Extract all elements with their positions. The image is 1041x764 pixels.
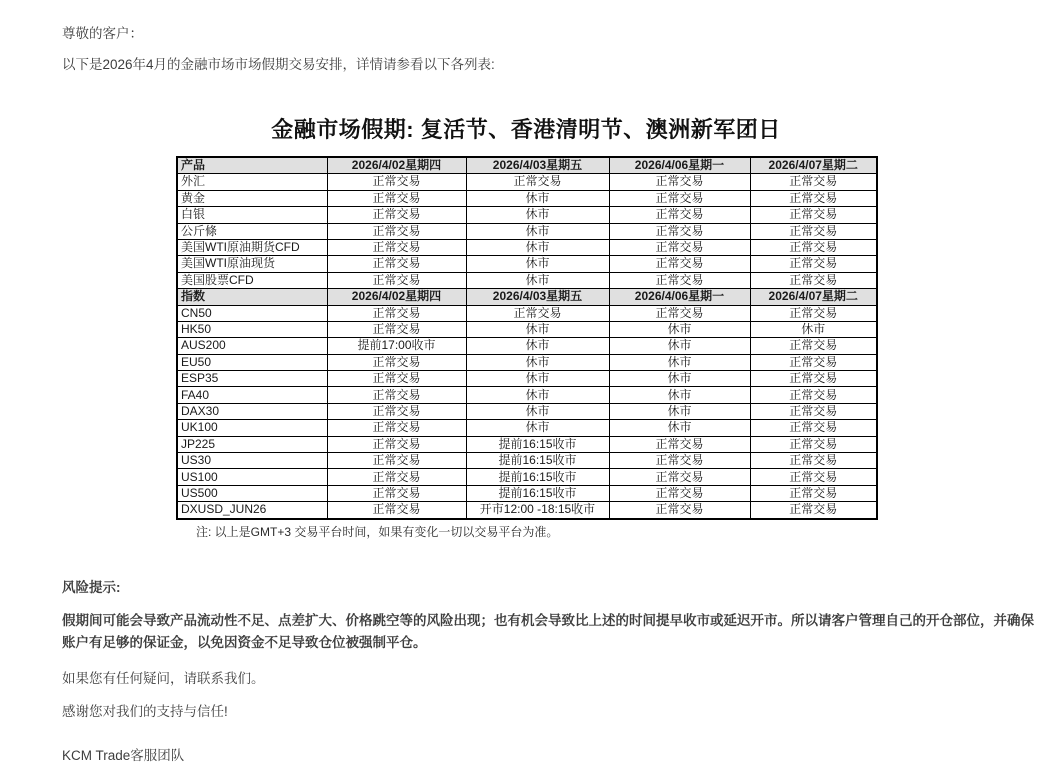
table-row — [177, 256, 877, 272]
table-row — [177, 436, 877, 452]
holiday-schedule-table — [176, 156, 878, 520]
holiday-table-section — [176, 113, 876, 540]
table-row — [177, 354, 877, 370]
status-cell: 正常交易 — [327, 403, 466, 419]
status-cell: 正常交易 — [327, 207, 466, 223]
product-cell: JP225 — [177, 436, 327, 452]
table-header-cell: 2026/4/02星期四 — [327, 289, 466, 305]
product-cell: 公斤條 — [177, 223, 327, 239]
status-cell: 正常交易 — [609, 453, 750, 469]
status-cell: 开市12:00 -18:15收市 — [466, 502, 609, 519]
page-title: 金融市场假期: 复活节、香港清明节、澳洲新军团日 — [271, 117, 781, 142]
status-cell: 休市 — [609, 387, 750, 403]
product-cell: EU50 — [177, 354, 327, 370]
status-cell: 正常交易 — [327, 387, 466, 403]
table-header-cell: 2026/4/06星期一 — [609, 157, 750, 174]
table-header-cell: 2026/4/02星期四 — [327, 157, 466, 174]
status-cell: 正常交易 — [327, 174, 466, 190]
status-cell: 正常交易 — [750, 338, 877, 354]
risk-warning-body: 假期间可能会导致产品流动性不足、点差扩大、价格跳空等的风险出现；也有机会导致比上述的时间提早收市或延迟开市。所以请客户管理自己的开仓部位，并确保账户有足够的保证金，以免因资金不足导致仓位被强制平仓。 — [62, 612, 1034, 650]
product-cell: 美国WTI原油现货 — [177, 256, 327, 272]
status-cell: 休市 — [609, 403, 750, 419]
status-cell: 正常交易 — [327, 420, 466, 436]
status-cell: 休市 — [466, 338, 609, 354]
status-cell: 休市 — [609, 338, 750, 354]
table-header-cell: 2026/4/07星期二 — [750, 157, 877, 174]
status-cell: 正常交易 — [327, 305, 466, 321]
table-header-row — [177, 289, 877, 305]
status-cell: 正常交易 — [327, 371, 466, 387]
status-cell: 正常交易 — [750, 272, 877, 288]
status-cell: 提前16:15收市 — [466, 453, 609, 469]
product-cell: HK50 — [177, 321, 327, 337]
table-row — [177, 420, 877, 436]
status-cell: 正常交易 — [750, 174, 877, 190]
table-row — [177, 371, 877, 387]
status-cell: 正常交易 — [327, 354, 466, 370]
product-cell: ESP35 — [177, 371, 327, 387]
status-cell: 正常交易 — [327, 502, 466, 519]
greeting-line: 尊敬的客户： — [62, 26, 143, 41]
status-cell: 提前16:15收市 — [466, 469, 609, 485]
status-cell: 正常交易 — [327, 485, 466, 501]
status-cell: 正常交易 — [609, 485, 750, 501]
status-cell: 正常交易 — [609, 223, 750, 239]
table-row — [177, 403, 877, 419]
product-cell: 美国股票CFD — [177, 272, 327, 288]
status-cell: 正常交易 — [750, 485, 877, 501]
status-cell: 休市 — [466, 403, 609, 419]
status-cell: 正常交易 — [327, 190, 466, 206]
status-cell: 休市 — [466, 321, 609, 337]
table-row — [177, 502, 877, 519]
product-cell: US30 — [177, 453, 327, 469]
status-cell: 正常交易 — [750, 453, 877, 469]
table-row — [177, 338, 877, 354]
status-cell: 正常交易 — [327, 272, 466, 288]
status-cell: 正常交易 — [750, 436, 877, 452]
status-cell: 正常交易 — [327, 436, 466, 452]
status-cell: 正常交易 — [609, 305, 750, 321]
thanks-line: 感谢您对我们的支持与信任! — [62, 703, 228, 719]
contact-line: 如果您有任何疑问，请联系我们。 — [62, 670, 265, 686]
table-header-cell: 产品 — [177, 157, 327, 174]
status-cell: 休市 — [466, 256, 609, 272]
status-cell: 正常交易 — [327, 469, 466, 485]
status-cell: 正常交易 — [750, 354, 877, 370]
table-row — [177, 272, 877, 288]
product-cell: 美国WTI原油期货CFD — [177, 239, 327, 255]
status-cell: 正常交易 — [609, 272, 750, 288]
table-header-cell: 指数 — [177, 289, 327, 305]
status-cell: 正常交易 — [750, 403, 877, 419]
product-cell: 外汇 — [177, 174, 327, 190]
status-cell: 正常交易 — [750, 239, 877, 255]
status-cell: 休市 — [466, 207, 609, 223]
table-row — [177, 223, 877, 239]
status-cell: 正常交易 — [466, 305, 609, 321]
product-cell: UK100 — [177, 420, 327, 436]
status-cell: 正常交易 — [750, 207, 877, 223]
status-cell: 休市 — [466, 354, 609, 370]
status-cell: 正常交易 — [327, 321, 466, 337]
signature-line: KCM Trade客服团队 — [62, 747, 185, 763]
status-cell: 正常交易 — [609, 436, 750, 452]
status-cell: 正常交易 — [327, 223, 466, 239]
table-row — [177, 485, 877, 501]
status-cell: 休市 — [466, 239, 609, 255]
product-cell: US500 — [177, 485, 327, 501]
intro-line: 以下是2026年4月的金融市场市场假期交易安排，详情请参看以下各列表: — [62, 57, 495, 72]
status-cell: 提前16:15收市 — [466, 436, 609, 452]
table-row — [177, 305, 877, 321]
status-cell: 正常交易 — [750, 305, 877, 321]
status-cell: 休市 — [466, 272, 609, 288]
table-header-row — [177, 157, 877, 174]
status-cell: 休市 — [466, 190, 609, 206]
table-header-cell: 2026/4/03星期五 — [466, 157, 609, 174]
product-cell: 白银 — [177, 207, 327, 223]
product-cell: 黄金 — [177, 190, 327, 206]
product-cell: DXUSD_JUN26 — [177, 502, 327, 519]
table-row — [177, 207, 877, 223]
status-cell: 正常交易 — [750, 256, 877, 272]
status-cell: 正常交易 — [327, 239, 466, 255]
status-cell: 休市 — [609, 321, 750, 337]
status-cell: 休市 — [609, 371, 750, 387]
status-cell: 正常交易 — [609, 239, 750, 255]
status-cell: 正常交易 — [750, 223, 877, 239]
table-header-cell: 2026/4/07星期二 — [750, 289, 877, 305]
table-row — [177, 239, 877, 255]
status-cell: 正常交易 — [466, 174, 609, 190]
status-cell: 休市 — [466, 223, 609, 239]
status-cell: 正常交易 — [327, 256, 466, 272]
holiday-table-body — [177, 157, 877, 519]
status-cell: 休市 — [466, 371, 609, 387]
product-cell: CN50 — [177, 305, 327, 321]
table-row — [177, 453, 877, 469]
table-footnote: 注: 以上是GMT+3 交易平台时间，如果有变化一切以交易平台为准。 — [196, 524, 559, 539]
status-cell: 正常交易 — [609, 469, 750, 485]
status-cell: 休市 — [609, 420, 750, 436]
status-cell: 正常交易 — [750, 502, 877, 519]
status-cell: 休市 — [466, 420, 609, 436]
status-cell: 提前16:15收市 — [466, 485, 609, 501]
table-header-cell: 2026/4/06星期一 — [609, 289, 750, 305]
status-cell: 休市 — [609, 354, 750, 370]
product-cell: FA40 — [177, 387, 327, 403]
status-cell: 正常交易 — [750, 371, 877, 387]
status-cell: 休市 — [750, 321, 877, 337]
status-cell: 正常交易 — [609, 174, 750, 190]
status-cell: 休市 — [466, 387, 609, 403]
product-cell: US100 — [177, 469, 327, 485]
status-cell: 正常交易 — [750, 190, 877, 206]
status-cell: 正常交易 — [327, 453, 466, 469]
table-row — [177, 321, 877, 337]
status-cell: 提前17:00收市 — [327, 338, 466, 354]
table-row — [177, 174, 877, 190]
table-row — [177, 469, 877, 485]
status-cell: 正常交易 — [609, 190, 750, 206]
product-cell: DAX30 — [177, 403, 327, 419]
table-row — [177, 190, 877, 206]
status-cell: 正常交易 — [750, 387, 877, 403]
status-cell: 正常交易 — [609, 502, 750, 519]
status-cell: 正常交易 — [609, 207, 750, 223]
risk-warning-title: 风险提示: — [62, 579, 121, 595]
table-row — [177, 387, 877, 403]
status-cell: 正常交易 — [750, 420, 877, 436]
status-cell: 正常交易 — [609, 256, 750, 272]
product-cell: AUS200 — [177, 338, 327, 354]
status-cell: 正常交易 — [750, 469, 877, 485]
table-header-cell: 2026/4/03星期五 — [466, 289, 609, 305]
